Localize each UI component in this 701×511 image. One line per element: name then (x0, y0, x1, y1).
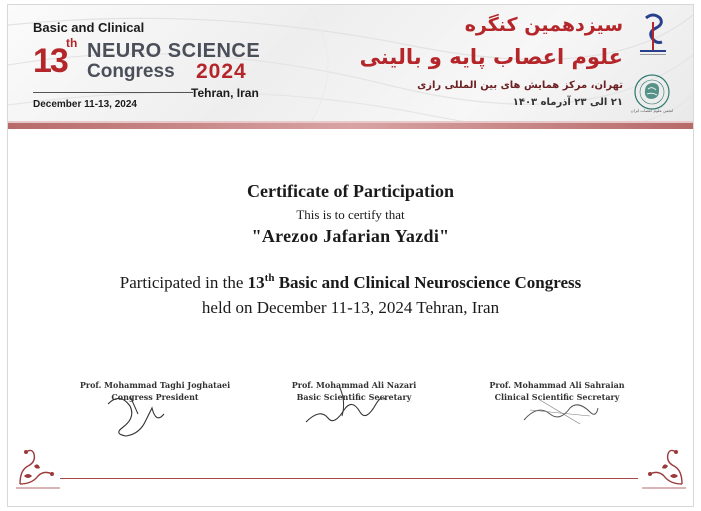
signatory-name: Prof. Mohammad Ali Sahraian (489, 380, 625, 390)
signatory-role: Congress President (111, 392, 199, 402)
university-logo-icon (636, 12, 670, 58)
certificate-intro: This is to certify that (296, 207, 405, 222)
footer-rule (60, 478, 638, 479)
congress-edition-ordinal: th (66, 36, 78, 50)
congress-year: 2024 (196, 60, 247, 83)
signatory-name: Prof. Mohammad Ali Nazari (291, 380, 417, 390)
congress-subtitle: Basic and Clinical (33, 20, 145, 35)
participant-name: "Arezoo Jafarian Yazdi" (251, 226, 450, 246)
congress-neuroscience-wordmark: NEURO SCIENCE (87, 40, 261, 62)
certificate-title: Certificate of Participation (247, 181, 454, 201)
persian-title-line2: علوم اعصاب پایه و بالینی (359, 45, 623, 69)
congress-edition-number: 13 (33, 42, 67, 80)
signatory-president (60, 379, 250, 403)
society-logo-caption: انجمن علوم اعصاب ایران (630, 108, 674, 113)
ornament-left-icon (14, 444, 62, 492)
signatory-role: Basic Scientific Secretary (296, 392, 412, 402)
event-details: held on December 11-13, 2024 Tehran, Iran (201, 298, 500, 317)
persian-title-line1: سیزدهمین کنگره (464, 14, 623, 36)
congress-dates: December 11-13, 2024 (33, 99, 137, 110)
logo-underline (33, 92, 193, 93)
persian-dates: ۲۱ الی ۲۳ آذرماه ۱۴۰۳ (512, 97, 623, 108)
ornament-right-icon (640, 444, 688, 492)
participation-edition: 13th Basic and Clinical Neuroscience Congress (247, 272, 582, 292)
persian-venue: تهران، مرکز همایش های بین المللی رازی (417, 80, 623, 91)
header-divider (8, 123, 693, 129)
signatory-name: Prof. Mohammad Taghi Joghataei (79, 380, 231, 390)
congress-wordmark: Congress (87, 61, 175, 82)
participation-statement (0, 272, 701, 293)
signatory-role: Clinical Scientific Secretary (494, 392, 620, 402)
signatory-basic-secretary (259, 379, 449, 403)
signatory-clinical-secretary (462, 379, 652, 403)
congress-city: Tehran, Iran (191, 86, 259, 100)
participation-prefix: Participated in the (119, 273, 248, 292)
